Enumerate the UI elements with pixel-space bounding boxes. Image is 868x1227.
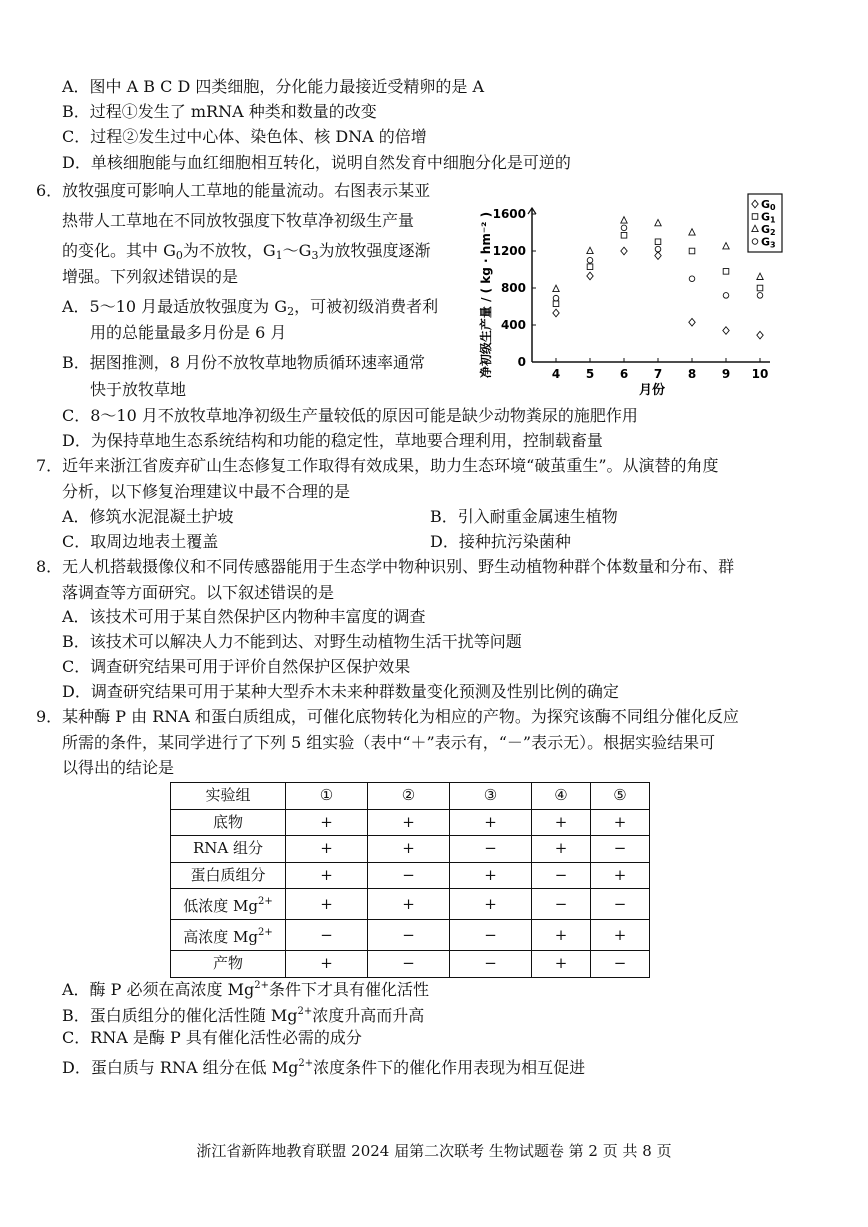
data-point-g0 xyxy=(655,252,661,260)
q8-stem-2: 落调查等方面研究。以下叙述错误的是 xyxy=(62,583,335,602)
legend-marker-g3 xyxy=(752,239,758,245)
table-header-cell: ③ xyxy=(450,783,532,810)
table-cell: + xyxy=(532,951,591,978)
table-cell: + xyxy=(286,889,368,920)
table-cell: − xyxy=(591,889,650,920)
table-row xyxy=(171,951,650,978)
table-cell: − xyxy=(532,889,591,920)
q7-stem-2: 分析，以下修复治理建议中最不合理的是 xyxy=(62,482,351,501)
table-row xyxy=(171,809,650,836)
data-point-g3 xyxy=(655,246,661,252)
x-axis-label: 月份 xyxy=(638,383,666,398)
table-cell: − xyxy=(450,951,532,978)
q9-option-d: D．蛋白质与 RNA 组分在低 $Mg^{2+}$浓度条件下的催化作用表现为相互促进 xyxy=(62,1058,586,1077)
table-cell: + xyxy=(450,862,532,889)
data-point-g1 xyxy=(689,248,695,254)
table-cell: 高浓度 $Mg^{2+}$ xyxy=(171,920,286,951)
table-cell: + xyxy=(368,836,450,863)
q8-option-c: C．调查研究结果可用于评价自然保护区保护效果 xyxy=(62,657,411,676)
q8-option-b: B．该技术可以解决人力不能到达、对野生动植物生活干扰等问题 xyxy=(62,632,522,651)
table-cell: + xyxy=(532,809,591,836)
x-tick-label: 9 xyxy=(721,367,731,381)
data-point-g1 xyxy=(587,264,593,270)
data-point-g0 xyxy=(587,272,593,280)
table-header-cell: ④ xyxy=(532,783,591,810)
table-row xyxy=(171,920,650,951)
table-cell: − xyxy=(591,836,650,863)
data-point-g3 xyxy=(621,225,627,231)
table-cell: − xyxy=(368,920,450,951)
table-header-row xyxy=(171,783,650,810)
y-tick-label: 1200 xyxy=(492,244,526,258)
table-cell: 蛋白质组分 xyxy=(171,862,286,889)
y-tick-label: 400 xyxy=(500,318,526,332)
q7-stem-1: 7．近年来浙江省废弃矿山生态修复工作取得有效成果，助力生态环境“破茧重生”。从演替的角度 xyxy=(36,456,719,475)
x-tick-label: 7 xyxy=(653,367,663,381)
data-point-g1 xyxy=(621,232,627,238)
table-row xyxy=(171,889,650,920)
data-point-g2 xyxy=(655,219,661,225)
q6-stem-3: 的变化。其中 $G_0$为不放牧，$G_1\sim G_3$为放牧强度逐渐 xyxy=(62,241,431,262)
x-tick-label: 4 xyxy=(551,367,561,381)
q9-option-b: B．蛋白质组分的催化活性随 $Mg^{2+}$浓度升高而升高 xyxy=(62,1006,425,1025)
legend-label-g1: G1 xyxy=(761,210,776,225)
q7-option-a: A．修筑水泥混凝土护坡 xyxy=(62,507,234,526)
table-cell: + xyxy=(286,836,368,863)
legend-label-g0: G0 xyxy=(761,198,776,212)
table-cell: 产物 xyxy=(171,951,286,978)
x-tick-label: 6 xyxy=(619,367,629,381)
data-point-g2 xyxy=(621,217,627,223)
table-cell: + xyxy=(286,809,368,836)
y-axis-label: 净初级生产量 / ( kg · hm⁻² ) xyxy=(479,211,493,379)
q9-stem-3: 以得出的结论是 xyxy=(62,758,175,777)
q6-option-b: B．据图推测，8 月份不放牧草地物质循环速率通常 xyxy=(62,353,426,372)
y-tick-label: 1600 xyxy=(492,207,526,221)
legend-label-g3: G3 xyxy=(761,235,776,250)
data-point-g3 xyxy=(757,293,763,299)
q7-option-b: B．引入耐重金属速生植物 xyxy=(430,507,618,526)
y-tick-label: 0 xyxy=(517,355,526,369)
data-point-g3 xyxy=(553,295,559,301)
table-cell: + xyxy=(591,920,650,951)
q9-stem-1: 9．某种酶 P 由 RNA 和蛋白质组成，可催化底物转化为相应的产物。为探究该酶不同组分催化反应 xyxy=(36,707,739,726)
table-cell: + xyxy=(286,862,368,889)
data-point-g0 xyxy=(621,247,627,255)
table-header-cell: ② xyxy=(368,783,450,810)
q9-stem-2: 所需的条件，某同学进行了下列 5 组实验（表中“＋”表示有，“－”表示无）。根据实验结果可 xyxy=(62,733,716,752)
table-cell: 低浓度 $Mg^{2+}$ xyxy=(171,889,286,920)
table-header-cell: ⑤ xyxy=(591,783,650,810)
q6-stem-1: 6．放牧强度可影响人工草地的能量流动。右图表示某亚 xyxy=(36,181,431,200)
q5-option-a: A．图中 A B C D 四类细胞，分化能力最接近受精卵的是 A xyxy=(62,77,485,96)
table-cell: + xyxy=(368,889,450,920)
table-cell: + xyxy=(532,920,591,951)
data-point-g0 xyxy=(553,309,559,317)
q8-stem-1: 8．无人机搭载摄像仪和不同传感器能用于生态学中物种识别、野生动植物种群个体数量和分布、群 xyxy=(36,557,735,576)
data-point-g3 xyxy=(587,257,593,263)
table-cell: + xyxy=(450,809,532,836)
page-footer: 浙江省新阵地教育联盟 2024 届第二次联考 生物试题卷 第 2 页 共 8 页 xyxy=(196,1142,672,1160)
data-point-g0 xyxy=(723,327,729,335)
table-cell: + xyxy=(286,951,368,978)
data-point-g3 xyxy=(723,293,729,299)
data-point-g1 xyxy=(553,301,559,307)
legend-marker-g2 xyxy=(752,225,758,231)
table-cell: − xyxy=(450,836,532,863)
table-cell: − xyxy=(450,920,532,951)
data-point-g1 xyxy=(723,269,729,275)
data-point-g1 xyxy=(655,239,661,245)
table-cell: 底物 xyxy=(171,809,286,836)
q8-option-d: D．调查研究结果可用于某种大型乔木未来种群数量变化预测及性别比例的确定 xyxy=(62,682,619,701)
data-point-g3 xyxy=(689,276,695,282)
experiment-table xyxy=(170,782,650,978)
legend-label-g2: G2 xyxy=(761,223,776,237)
q7-option-d: D．接种抗污染菌种 xyxy=(430,532,571,551)
npp-scatter-chart xyxy=(470,190,790,400)
table-cell: + xyxy=(368,809,450,836)
q7-option-c: C．取周边地表土覆盖 xyxy=(62,532,219,551)
q6-stem-4: 增强。下列叙述错误的是 xyxy=(62,267,239,286)
legend-marker-g0 xyxy=(752,200,758,208)
q6-option-c: C．8～10 月不放牧草地净初级生产量较低的原因可能是缺少动物粪尿的施肥作用 xyxy=(62,406,638,425)
q5-option-b: B．过程①发生了 mRNA 种类和数量的改变 xyxy=(62,102,377,121)
q5-option-c: C．过程②发生过中心体、染色体、核 DNA 的倍增 xyxy=(62,127,427,146)
table-row xyxy=(171,862,650,889)
data-point-g2 xyxy=(587,247,593,253)
table-row xyxy=(171,836,650,863)
q6-option-a-cont: 用的总能量最多月份是 6 月 xyxy=(90,323,287,342)
table-cell: − xyxy=(591,951,650,978)
q6-option-b-cont: 快于放牧草地 xyxy=(90,380,187,399)
x-tick-label: 8 xyxy=(687,367,697,381)
q6-option-a: A．5～10 月最适放牧强度为 $G_2$，可被初级消费者利 xyxy=(62,297,439,318)
table-cell: + xyxy=(532,836,591,863)
table-cell: + xyxy=(450,889,532,920)
table-cell: RNA 组分 xyxy=(171,836,286,863)
x-tick-label: 10 xyxy=(751,367,769,381)
y-tick-label: 800 xyxy=(500,281,526,295)
data-point-g2 xyxy=(689,229,695,235)
data-point-g0 xyxy=(689,318,695,326)
data-point-g2 xyxy=(553,285,559,291)
table-header-cell: ① xyxy=(286,783,368,810)
q6-option-d: D．为保持草地生态系统结构和功能的稳定性，草地要合理利用，控制载畜量 xyxy=(62,431,603,450)
data-point-g2 xyxy=(757,273,763,279)
table-cell: − xyxy=(286,920,368,951)
q6-stem-2: 热带人工草地在不同放牧强度下牧草净初级生产量 xyxy=(62,211,415,230)
data-point-g2 xyxy=(723,243,729,249)
data-point-g0 xyxy=(757,331,763,339)
table-cell: − xyxy=(532,862,591,889)
data-point-g1 xyxy=(757,285,763,291)
legend-marker-g1 xyxy=(752,214,758,220)
table-cell: − xyxy=(368,862,450,889)
q8-option-a: A．该技术可用于某自然保护区内物种丰富度的调查 xyxy=(62,607,426,626)
table-cell: + xyxy=(591,809,650,836)
q9-option-c: C．RNA 是酶 P 具有催化活性必需的成分 xyxy=(62,1028,362,1047)
table-cell: + xyxy=(591,862,650,889)
table-header-cell: 实验组 xyxy=(171,783,286,810)
table-cell: − xyxy=(368,951,450,978)
q9-option-a: A．酶 P 必须在高浓度 $Mg^{2+}$条件下才具有催化活性 xyxy=(62,980,429,999)
q5-option-d: D．单核细胞能与血红细胞相互转化，说明自然发育中细胞分化是可逆的 xyxy=(62,153,571,172)
x-tick-label: 5 xyxy=(585,367,595,381)
